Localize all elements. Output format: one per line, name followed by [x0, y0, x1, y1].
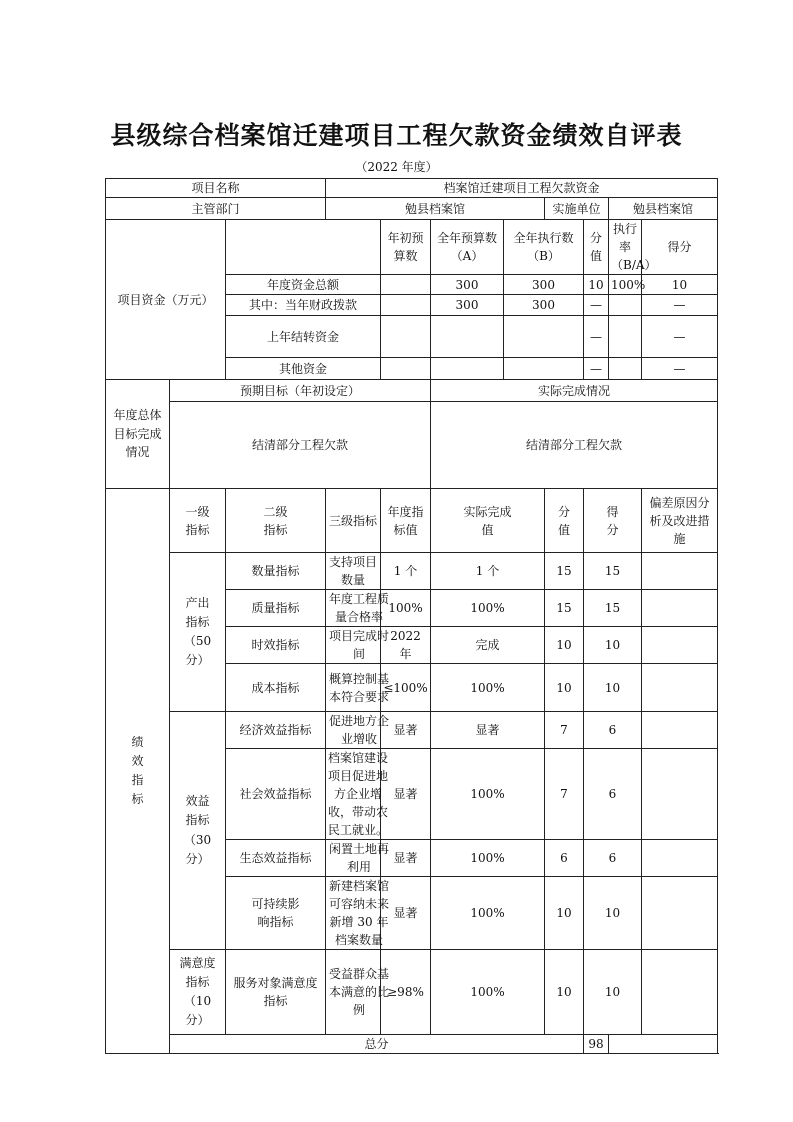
ind-l3 — [326, 627, 389, 664]
ind-target: 显著 — [381, 840, 431, 877]
funds-row-name: 其他资金 — [226, 358, 381, 380]
total-label: 总分 — [170, 1035, 584, 1054]
ind-score: 7 — [545, 749, 584, 840]
ind-header-actual-text: 实际完成值 — [463, 504, 512, 537]
ind-target: 显著 — [381, 712, 431, 749]
ind-got: 15 — [584, 553, 642, 590]
funds-header-row — [106, 220, 718, 275]
project-name-value: 档案馆迁建项目工程欠款资金 — [326, 179, 718, 198]
funds-row-got: — — [642, 295, 718, 316]
ind-got: 6 — [584, 749, 642, 840]
indicator-group-output-text: 产出指标（50分） — [183, 595, 212, 668]
ind-score: 6 — [545, 840, 584, 877]
ind-header-l1-text: 一级指标 — [185, 504, 210, 537]
ind-target: 显著 — [381, 877, 431, 950]
funds-row-initial — [381, 295, 431, 316]
ind-l2: 质量指标 — [226, 590, 326, 627]
ind-header-actual — [431, 489, 545, 553]
ind-score: 10 — [545, 627, 584, 664]
department-row — [106, 198, 718, 220]
ind-target: ≤100% — [381, 664, 431, 712]
ind-header-l2-text: 二级指标 — [263, 504, 288, 537]
funds-row-got: — — [642, 358, 718, 380]
ind-target: ≥98% — [381, 950, 431, 1035]
ind-l2-text: 可持续影响指标 — [251, 897, 300, 929]
indicator-row — [106, 712, 718, 749]
ind-actual: 100% — [431, 840, 545, 877]
goals-actual-label: 实际完成情况 — [431, 380, 718, 402]
indicators-header-row — [106, 489, 718, 553]
form-title: 县级综合档案馆迁建项目工程欠款资金绩效自评表 — [110, 121, 683, 150]
funds-row-executed: 300 — [504, 295, 584, 316]
ind-reason — [642, 590, 718, 627]
ind-l3 — [326, 950, 389, 1035]
funds-header-rate: 执行率（B/A） — [609, 220, 642, 275]
ind-l3-text: 项目完成时间 — [328, 629, 389, 661]
funds-header-got: 得分 — [642, 220, 718, 275]
ind-l3 — [326, 712, 389, 749]
funds-row-rate — [609, 316, 642, 358]
ind-actual: 1 个 — [431, 553, 545, 590]
impl-label: 实施单位 — [545, 198, 609, 220]
indicator-row — [106, 553, 718, 590]
ind-target: 显著 — [381, 749, 431, 840]
ind-header-target — [381, 489, 431, 553]
ind-reason — [642, 712, 718, 749]
ind-target: 100% — [381, 590, 431, 627]
ind-actual: 完成 — [431, 627, 545, 664]
funds-row-score: — — [584, 358, 609, 380]
ind-l3-text: 闲置土地再利用 — [328, 842, 389, 874]
ind-l2: 社会效益指标 — [226, 749, 326, 840]
ind-reason — [642, 553, 718, 590]
ind-l2 — [226, 877, 326, 950]
funds-row-name: 其中：当年财政拨款 — [226, 295, 381, 316]
ind-header-score — [545, 489, 584, 553]
indicator-group-satisfaction — [170, 950, 226, 1035]
funds-row-annual: 300 — [431, 275, 504, 295]
performance-form-table — [105, 178, 718, 1054]
ind-actual: 100% — [431, 749, 545, 840]
funds-row-annual — [431, 316, 504, 358]
ind-l3-text: 促进地方企业增收 — [328, 714, 389, 746]
dept-value: 勉县档案馆 — [326, 198, 545, 220]
ind-l2: 数量指标 — [226, 553, 326, 590]
ind-header-target-text: 年度指标值 — [387, 504, 424, 537]
dept-label: 主管部门 — [106, 198, 326, 220]
funds-row-executed — [504, 316, 584, 358]
funds-row-score: — — [584, 316, 609, 358]
ind-reason — [642, 749, 718, 840]
ind-reason — [642, 840, 718, 877]
funds-header-annual: 全年预算数（A） — [431, 220, 504, 275]
ind-got: 10 — [584, 664, 642, 712]
ind-actual: 100% — [431, 950, 545, 1035]
ind-l3-text: 受益群众基本满意的比例 — [328, 967, 389, 1017]
ind-l2-text: 服务对象满意度指标 — [233, 976, 318, 1008]
ind-reason — [642, 877, 718, 950]
total-score: 98 — [584, 1035, 609, 1054]
total-blank — [609, 1035, 718, 1054]
goals-label — [106, 380, 170, 489]
ind-reason — [642, 950, 718, 1035]
ind-l2: 经济效益指标 — [226, 712, 326, 749]
ind-actual: 100% — [431, 877, 545, 950]
ind-l2: 时效指标 — [226, 627, 326, 664]
ind-header-reason-text: 偏差原因分析及改进措施 — [649, 495, 710, 546]
funds-row-rate — [609, 295, 642, 316]
indicator-group-output — [170, 553, 226, 712]
goals-header-row — [106, 380, 718, 402]
ind-l3-text: 年度工程质量合格率 — [328, 592, 389, 624]
ind-l2: 成本指标 — [226, 664, 326, 712]
funds-label: 项目资金（万元） — [106, 220, 226, 380]
ind-header-l3: 三级指标 — [326, 489, 381, 553]
funds-header-initial: 年初预算数 — [381, 220, 431, 275]
total-row — [106, 1035, 718, 1054]
ind-header-got-text: 得分 — [606, 504, 619, 537]
funds-header-score: 分值 — [584, 220, 609, 275]
ind-l3 — [326, 749, 389, 840]
ind-l2: 生态效益指标 — [226, 840, 326, 877]
ind-l3-text: 新建档案馆可容纳未来新增 30 年档案数量 — [328, 879, 389, 947]
ind-score: 10 — [545, 664, 584, 712]
ind-got: 6 — [584, 712, 642, 749]
indicators-label-text: 绩效指标 — [131, 734, 144, 807]
funds-row-rate — [609, 358, 642, 380]
ind-target: 2022 年 — [381, 627, 431, 664]
ind-l3-text: 概算控制基本符合要求 — [328, 671, 389, 704]
ind-l3-text: 档案馆建设项目促进地方企业增收，带动农民工就业。 — [328, 751, 389, 837]
ind-score: 7 — [545, 712, 584, 749]
funds-row-name: 年度资金总额 — [226, 275, 381, 295]
funds-row-executed: 300 — [504, 275, 584, 295]
funds-row-got: 10 — [642, 275, 718, 295]
funds-header-executed: 全年执行数（B） — [504, 220, 584, 275]
funds-row-got: — — [642, 316, 718, 358]
indicator-row — [106, 950, 718, 1035]
ind-got: 15 — [584, 590, 642, 627]
ind-actual: 100% — [431, 590, 545, 627]
ind-reason — [642, 627, 718, 664]
ind-score: 15 — [545, 553, 584, 590]
funds-row-initial — [381, 358, 431, 380]
funds-row-executed — [504, 358, 584, 380]
ind-actual: 100% — [431, 664, 545, 712]
ind-l3 — [326, 553, 381, 590]
ind-l3-text: 支持项目数量 — [328, 555, 377, 587]
project-name-label: 项目名称 — [106, 179, 326, 198]
indicator-group-satisfaction-text: 满意度指标（10分） — [179, 955, 216, 1028]
ind-score: 10 — [545, 950, 584, 1035]
goals-content-row — [106, 402, 718, 489]
ind-l3 — [326, 590, 389, 627]
ind-header-l1 — [170, 489, 226, 553]
funds-row-name — [226, 316, 381, 358]
indicators-label — [106, 489, 170, 1054]
ind-score: 10 — [545, 877, 584, 950]
indicator-group-benefit-text: 效益指标（30分） — [183, 794, 212, 866]
ind-got: 10 — [584, 877, 642, 950]
goals-expected: 结清部分工程欠款 — [170, 402, 431, 489]
goals-actual: 结清部分工程欠款 — [431, 402, 718, 489]
project-name-row — [106, 179, 718, 198]
ind-header-reason — [642, 489, 718, 553]
goals-expected-label: 预期目标（年初设定） — [170, 380, 431, 402]
ind-header-score-text: 分值 — [557, 504, 570, 537]
funds-row-score: — — [584, 295, 609, 316]
ind-reason — [642, 664, 718, 712]
ind-got: 10 — [584, 950, 642, 1035]
indicator-group-benefit — [170, 712, 226, 950]
form-year: （2022 年度） — [355, 160, 438, 174]
ind-l2 — [226, 950, 326, 1035]
ind-l3 — [326, 840, 389, 877]
impl-value: 勉县档案馆 — [609, 198, 718, 220]
funds-row-initial — [381, 316, 431, 358]
funds-row-initial — [381, 275, 431, 295]
ind-l3 — [326, 664, 389, 712]
ind-got: 6 — [584, 840, 642, 877]
ind-header-l2 — [226, 489, 326, 553]
ind-header-got — [584, 489, 642, 553]
ind-l3 — [326, 877, 389, 950]
funds-row-annual: 300 — [431, 295, 504, 316]
goals-label-text: 年度总体目标完成情况 — [113, 408, 162, 460]
funds-header-blank — [226, 220, 381, 275]
ind-target: 1 个 — [381, 553, 431, 590]
funds-row-name-text: 上年结转资金 — [267, 329, 340, 344]
ind-score: 15 — [545, 590, 584, 627]
ind-actual: 显著 — [431, 712, 545, 749]
funds-row-rate: 100% — [609, 275, 642, 295]
funds-row-annual — [431, 358, 504, 380]
ind-got: 10 — [584, 627, 642, 664]
funds-row-score: 10 — [584, 275, 609, 295]
